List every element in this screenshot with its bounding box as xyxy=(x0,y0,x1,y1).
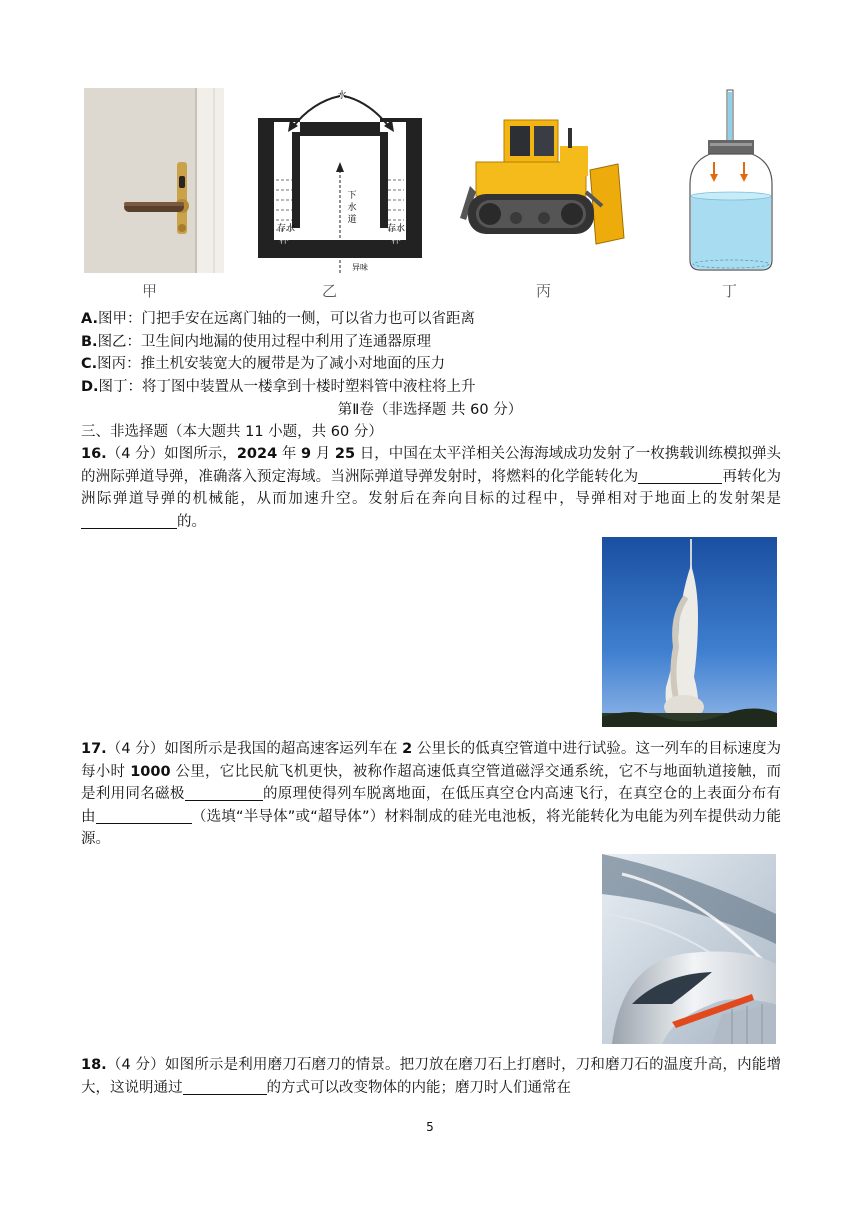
q16-text-2: 年 xyxy=(281,446,297,462)
question-16 xyxy=(81,443,781,533)
option-c-text: 图丙：推土机安装宽大的履带是为了减小对地面的压力 xyxy=(97,356,446,372)
q16-text-3: 月 xyxy=(315,446,331,462)
page-number: 5 xyxy=(426,1120,434,1134)
q16-blank-2[interactable] xyxy=(81,512,177,529)
q17-number: 17. xyxy=(81,741,107,757)
question-18 xyxy=(81,1054,781,1099)
bulldozer-photo xyxy=(456,88,628,268)
drain-label-2: 水 xyxy=(347,203,357,213)
q17-blank-2[interactable] xyxy=(96,807,192,824)
option-b-key: B. xyxy=(81,334,98,350)
q17-text-3: 公里，它比民航飞机更快，被称作超高速低真空管道磁浮交通系统，它不与地面轨道接触，而是利用同名磁极 xyxy=(81,763,782,802)
q17-text-1: 如图所示是我国的超高速客运列车在 xyxy=(164,741,398,757)
q16-number: 16. xyxy=(81,446,107,462)
section3-title: 三、非选择题（本大题共 11 小题，共 60 分） xyxy=(81,424,383,440)
bottle-barometer-diagram xyxy=(686,88,776,278)
q17-speed: 1000 xyxy=(130,763,171,780)
q18-text-2: 的方式可以改变物体的内能；磨刀时人们通常在 xyxy=(266,1079,571,1096)
left-cup-label-2: 杯 xyxy=(279,236,289,246)
option-c xyxy=(81,353,445,375)
q16-text-4: 日，中国在太平洋相关公海海域成功发射了一枚携载训练模拟弹头的洲际弹道导弹，准确落入预定海域。当洲际弹道导弹发射时，将燃料的化学能转化为 xyxy=(81,446,782,485)
door-handle-photo xyxy=(84,88,224,273)
option-b-text: 图乙：卫生间内地漏的使用过程中利用了连通器原理 xyxy=(97,334,432,350)
part2-title: 第Ⅱ卷（非选择题 共 60 分） xyxy=(337,402,523,418)
q16-score: （4 分） xyxy=(106,446,165,462)
q16-day: 25 xyxy=(334,446,356,462)
figure-label-ding: 丁 xyxy=(722,282,738,300)
odor-label: 异味 xyxy=(352,263,368,272)
q16-year: 2024 xyxy=(236,446,278,462)
right-cup-label-1: 存水 xyxy=(386,224,406,234)
q17-text-5: （选填“半导体”或“超导体”）材料制成的硅光电池板，将光能转化为电能为列车提供动力能源。 xyxy=(81,808,782,847)
q18-number: 18. xyxy=(81,1057,107,1073)
option-d-text: 图丁：将丁图中装置从一楼拿到十楼时塑料管中液柱将上升 xyxy=(98,379,476,395)
q17-blank-1[interactable] xyxy=(185,784,263,801)
water-label: 水 xyxy=(337,91,347,101)
figure-label-jia: 甲 xyxy=(142,282,158,300)
figure-row xyxy=(80,88,780,303)
option-d-key: D. xyxy=(81,379,99,395)
drain-label-1: 下 xyxy=(347,191,357,201)
maglev-train-photo xyxy=(602,854,776,1044)
left-cup-label-1: 存水 xyxy=(276,224,296,234)
q16-text-5: 再转化为洲际弹道导弹的机械能，从而加速升空。发射后在奔向目标的过程中，导弹相对于地面上的发射架是 xyxy=(81,468,782,507)
question-17 xyxy=(81,738,781,851)
q16-text-1: 如图所示， xyxy=(164,446,237,462)
right-cup-label-2: 杯 xyxy=(391,236,401,246)
option-a xyxy=(81,308,475,330)
q18-score: （4 分） xyxy=(106,1057,165,1073)
option-b xyxy=(81,331,431,353)
figure-label-bing: 丙 xyxy=(536,282,552,300)
q17-text-2: 公里长的低真空管道中进行试验。这一列车的目标速度为每小时 xyxy=(81,741,782,780)
option-a-key: A. xyxy=(81,311,98,327)
q17-score: （4 分） xyxy=(106,741,165,757)
missile-launch-photo xyxy=(602,537,777,727)
option-a-text: 图甲：门把手安在远离门轴的一侧，可以省力也可以省距离 xyxy=(98,311,475,327)
q16-month: 9 xyxy=(301,446,312,462)
option-c-key: C. xyxy=(81,356,98,372)
q16-blank-1[interactable] xyxy=(638,467,722,484)
floor-drain-diagram xyxy=(252,88,432,278)
q18-text-1: 如图所示是利用磨刀石磨刀的情景。把刀放在磨刀石上打磨时，刀和磨刀石的温度升高，内能增大，这说明通过 xyxy=(81,1057,781,1096)
q18-blank-1[interactable] xyxy=(183,1078,267,1095)
q17-length: 2 xyxy=(402,741,413,757)
q16-text-6: 的。 xyxy=(177,513,206,530)
drain-label-3: 道 xyxy=(347,215,357,225)
option-d xyxy=(81,376,476,398)
figure-label-yi: 乙 xyxy=(322,282,338,300)
q17-text-4: 的原理使得列车脱离地面，在低压真空仓内高速飞行，在真空仓的上表面分布有由 xyxy=(81,786,782,825)
